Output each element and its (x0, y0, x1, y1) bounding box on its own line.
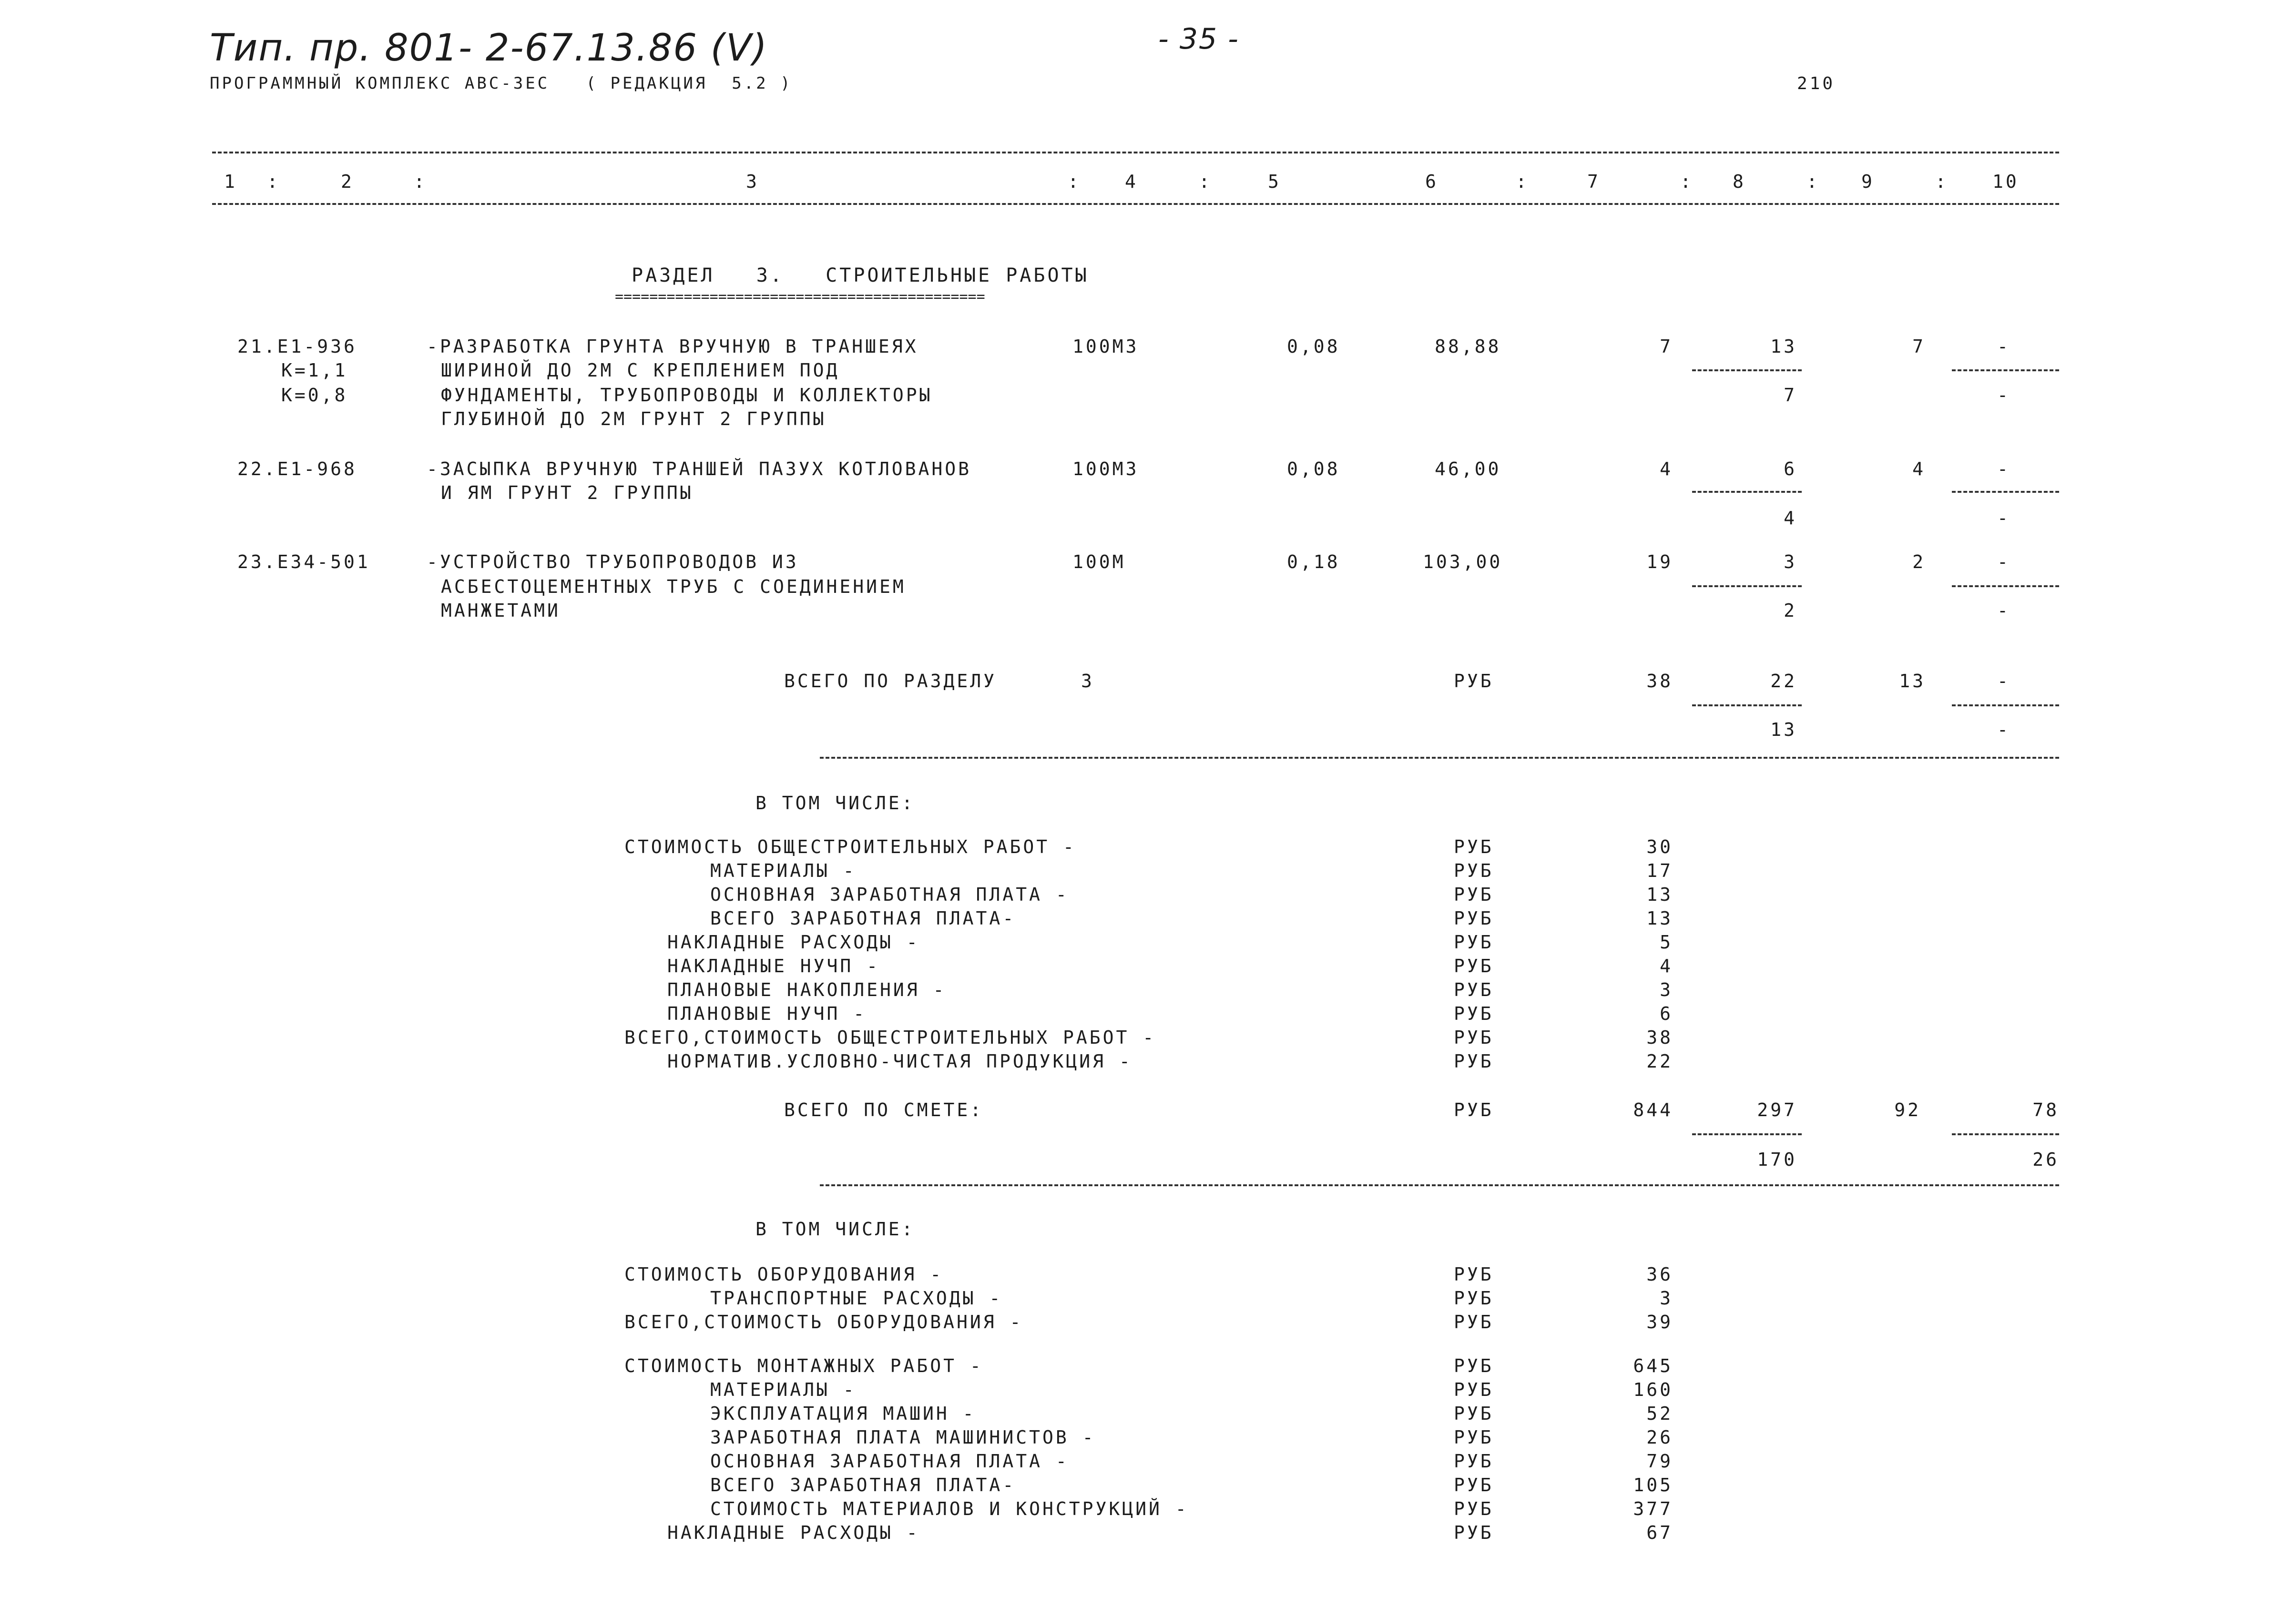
breakdown-label: ВСЕГО,СТОИМОСТЬ ОБОРУДОВАНИЯ - (624, 1312, 1023, 1333)
col-num-1: 1 (224, 171, 237, 192)
breakdown-value: 377 (1633, 1498, 1673, 1519)
item-description-line: МАНЖЕТАМИ (441, 600, 561, 621)
fraction-rule (1952, 1133, 2059, 1135)
col-separator: : (1806, 171, 1820, 192)
item-col7: 4 (1660, 458, 1673, 479)
section-title-underline: =========================================== (615, 288, 985, 305)
breakdown-value: 79 (1646, 1451, 1673, 1472)
estimate-total-label: ВСЕГО ПО СМЕТЕ: (784, 1099, 984, 1120)
fraction-rule (1692, 585, 1802, 587)
breakdown-heading: В ТОМ ЧИСЛЕ: (755, 793, 915, 814)
col-num-5: 5 (1268, 171, 1281, 192)
fraction-rule (1692, 704, 1802, 706)
item-quantity: 0,08 (1287, 336, 1340, 357)
breakdown-value: 13 (1646, 884, 1673, 905)
col-num-7: 7 (1587, 171, 1601, 192)
section-total-col7: 38 (1646, 671, 1673, 692)
col-num-2: 2 (341, 171, 354, 192)
estimate-total-rule (820, 1184, 2059, 1186)
breakdown-unit: РУБ (1454, 908, 1494, 929)
breakdown-unit: РУБ (1454, 1451, 1494, 1472)
breakdown-value: 13 (1646, 908, 1673, 929)
section-total-col9: 13 (1899, 671, 1926, 692)
item-description-line: ШИРИНОЙ ДО 2М С КРЕПЛЕНИЕМ ПОД (441, 360, 840, 381)
breakdown-value: 26 (1646, 1427, 1673, 1448)
item-description-line: АСБЕСТОЦЕМЕНТНЫХ ТРУБ С СОЕДИНЕНИЕМ (441, 576, 906, 597)
item-col9: 7 (1912, 336, 1926, 357)
fraction-rule (1692, 491, 1802, 493)
fraction-rule (1952, 369, 2059, 371)
breakdown-unit: РУБ (1454, 1264, 1494, 1285)
section-total-number: 3 (1081, 671, 1094, 692)
breakdown-value: 36 (1646, 1264, 1673, 1285)
program-line: ПРОГРАММНЫЙ КОМПЛЕКС АВС-3ЕС ( РЕДАКЦИЯ 5.2 ) (210, 74, 793, 93)
section-total-col10-top: - (1997, 671, 2010, 692)
breakdown-unit: РУБ (1454, 1498, 1494, 1519)
breakdown-label: СТОИМОСТЬ МОНТАЖНЫХ РАБОТ - (624, 1355, 983, 1376)
breakdown-unit: РУБ (1454, 1379, 1494, 1400)
section-title: РАЗДЕЛ 3. СТРОИТЕЛЬНЫЕ РАБОТЫ (632, 265, 1089, 286)
item-col8-top: 3 (1784, 551, 1797, 572)
breakdown-unit: РУБ (1454, 1312, 1494, 1333)
fraction-rule (1952, 491, 2059, 493)
item-col7: 7 (1660, 336, 1673, 357)
breakdown-value: 3 (1660, 979, 1673, 1000)
item-price: 46,00 (1435, 458, 1501, 479)
breakdown-label: СТОИМОСТЬ ОБЩЕСТРОИТЕЛЬНЫХ РАБОТ - (624, 836, 1076, 857)
section-total-col8-bottom: 13 (1770, 719, 1797, 740)
breakdown-value: 3 (1660, 1288, 1673, 1309)
breakdown-label: ОСНОВНАЯ ЗАРАБОТНАЯ ПЛАТА - (710, 1451, 1069, 1472)
breakdown-label: ЭКСПЛУАТАЦИЯ МАШИН - (710, 1403, 976, 1424)
col-num-10: 10 (1992, 171, 2019, 192)
breakdown-value: 5 (1660, 932, 1673, 953)
col-separator: : (414, 171, 427, 192)
estimate-total-col8-bottom: 170 (1757, 1149, 1797, 1170)
breakdown-label: НОРМАТИВ.УСЛОВНО-ЧИСТАЯ ПРОДУКЦИЯ - (667, 1051, 1133, 1072)
breakdown-unit: РУБ (1454, 1288, 1494, 1309)
item-description-line: -УСТРОЙСТВО ТРУБОПРОВОДОВ ИЗ (427, 551, 799, 572)
page-number: - 35 - (1158, 22, 1239, 56)
item-col8-bottom: 2 (1784, 600, 1797, 621)
breakdown-value: 38 (1646, 1027, 1673, 1048)
col-separator: : (1935, 171, 1949, 192)
breakdown-unit: РУБ (1454, 1051, 1494, 1072)
breakdown-value: 17 (1646, 860, 1673, 881)
breakdown-label: ВСЕГО,СТОИМОСТЬ ОБЩЕСТРОИТЕЛЬНЫХ РАБОТ - (624, 1027, 1156, 1048)
fraction-rule (1952, 585, 2059, 587)
item-coefficient: К=1,1 (281, 360, 348, 381)
item-col10-bottom: - (1997, 508, 2010, 529)
section-total-col8-top: 22 (1770, 671, 1797, 692)
col-separator: : (1068, 171, 1081, 192)
breakdown-unit: РУБ (1454, 932, 1494, 953)
item-description-line: -ЗАСЫПКА ВРУЧНУЮ ТРАНШЕЙ ПАЗУХ КОТЛОВАНОВ (427, 458, 971, 479)
breakdown-value: 22 (1646, 1051, 1673, 1072)
estimate-total-col8-top: 297 (1757, 1099, 1797, 1120)
item-price: 88,88 (1435, 336, 1501, 357)
item-col9: 4 (1912, 458, 1926, 479)
col-num-6: 6 (1425, 171, 1439, 192)
breakdown-unit: РУБ (1454, 1475, 1494, 1496)
estimate-total-col10-top: 78 (2032, 1099, 2059, 1120)
section-total-label: ВСЕГО ПО РАЗДЕЛУ (784, 671, 997, 692)
item-code: 21.Е1-936 (237, 336, 357, 357)
breakdown-label: СТОИМОСТЬ МАТЕРИАЛОВ И КОНСТРУКЦИЙ - (710, 1498, 1189, 1519)
item-col10-top: - (1997, 551, 2010, 572)
fraction-rule (1692, 369, 1802, 371)
breakdown-unit: РУБ (1454, 956, 1494, 977)
breakdown-label: НАКЛАДНЫЕ НУЧП - (667, 956, 880, 977)
breakdown-label: ЗАРАБОТНАЯ ПЛАТА МАШИНИСТОВ - (710, 1427, 1096, 1448)
col-num-9: 9 (1861, 171, 1875, 192)
item-quantity: 0,08 (1287, 458, 1340, 479)
col-separators: : (267, 171, 280, 192)
item-unit: 100М3 (1072, 458, 1139, 479)
item-col10-top: - (1997, 458, 2010, 479)
breakdown-value: 30 (1646, 836, 1673, 857)
item-description-line: ФУНДАМЕНТЫ, ТРУБОПРОВОДЫ И КОЛЛЕКТОРЫ (441, 385, 933, 406)
fraction-rule (1952, 704, 2059, 706)
estimate-total-col9: 92 (1894, 1099, 1921, 1120)
breakdown-label: ОСНОВНАЯ ЗАРАБОТНАЯ ПЛАТА - (710, 884, 1069, 905)
item-code: 23.Е34-501 (237, 551, 370, 572)
breakdown-unit: РУБ (1454, 1027, 1494, 1048)
item-price: 103,00 (1423, 551, 1503, 572)
breakdown-unit: РУБ (1454, 1522, 1494, 1543)
item-col10-bottom: - (1997, 385, 2010, 406)
breakdown-unit: РУБ (1454, 884, 1494, 905)
breakdown-unit: РУБ (1454, 1003, 1494, 1024)
item-col10-top: - (1997, 336, 2010, 357)
item-code: 22.Е1-968 (237, 458, 357, 479)
item-unit: 100М3 (1072, 336, 1139, 357)
breakdown-heading: В ТОМ ЧИСЛЕ: (755, 1219, 915, 1240)
section-total-col10-bottom: - (1997, 719, 2010, 740)
breakdown-value: 4 (1660, 956, 1673, 977)
breakdown-unit: РУБ (1454, 979, 1494, 1000)
col-separator: : (1516, 171, 1529, 192)
breakdown-label: СТОИМОСТЬ ОБОРУДОВАНИЯ - (624, 1264, 944, 1285)
breakdown-value: 39 (1646, 1312, 1673, 1333)
item-col8-top: 13 (1770, 336, 1797, 357)
breakdown-value: 160 (1633, 1379, 1673, 1400)
item-col9: 2 (1912, 551, 1926, 572)
breakdown-unit: РУБ (1454, 860, 1494, 881)
col-separator: : (1680, 171, 1694, 192)
breakdown-label: ПЛАНОВЫЕ НУЧП - (667, 1003, 867, 1024)
breakdown-label: ВСЕГО ЗАРАБОТНАЯ ПЛАТА- (710, 908, 1016, 929)
estimate-total-unit: РУБ (1454, 1099, 1494, 1120)
section-total-rule (820, 757, 2059, 759)
col-num-4: 4 (1125, 171, 1138, 192)
breakdown-label: НАКЛАДНЫЕ РАСХОДЫ - (667, 932, 920, 953)
handwritten-code: Тип. пр. 801- 2-67.13.86 (V) (210, 27, 768, 70)
breakdown-unit: РУБ (1454, 1355, 1494, 1376)
breakdown-unit: РУБ (1454, 1403, 1494, 1424)
sheet-number: 210 (1797, 74, 1836, 93)
breakdown-label: МАТЕРИАЛЫ - (710, 860, 857, 881)
column-header-top-rule (212, 152, 2059, 153)
item-unit: 100М (1072, 551, 1126, 572)
breakdown-value: 6 (1660, 1003, 1673, 1024)
breakdown-label: ПЛАНОВЫЕ НАКОПЛЕНИЯ - (667, 979, 947, 1000)
fraction-rule (1692, 1133, 1802, 1135)
breakdown-label: ТРАНСПОРТНЫЕ РАСХОДЫ - (710, 1288, 1003, 1309)
estimate-total-col7: 844 (1633, 1099, 1673, 1120)
item-quantity: 0,18 (1287, 551, 1340, 572)
item-coefficient: К=0,8 (281, 385, 348, 406)
breakdown-value: 105 (1633, 1475, 1673, 1496)
item-description-line: ГЛУБИНОЙ ДО 2М ГРУНТ 2 ГРУППЫ (441, 408, 827, 429)
breakdown-unit: РУБ (1454, 836, 1494, 857)
item-col7: 19 (1646, 551, 1673, 572)
item-col8-bottom: 4 (1784, 508, 1797, 529)
breakdown-label: НАКЛАДНЫЕ РАСХОДЫ - (667, 1522, 920, 1543)
breakdown-value: 645 (1633, 1355, 1673, 1376)
item-col8-top: 6 (1784, 458, 1797, 479)
col-separator: : (1199, 171, 1212, 192)
col-num-8: 8 (1733, 171, 1746, 192)
breakdown-label: ВСЕГО ЗАРАБОТНАЯ ПЛАТА- (710, 1475, 1016, 1496)
breakdown-value: 52 (1646, 1403, 1673, 1424)
item-col10-bottom: - (1997, 600, 2010, 621)
column-header-bottom-rule (212, 203, 2059, 205)
item-description-line: -РАЗРАБОТКА ГРУНТА ВРУЧНУЮ В ТРАНШЕЯХ (427, 336, 918, 357)
breakdown-unit: РУБ (1454, 1427, 1494, 1448)
breakdown-value: 67 (1646, 1522, 1673, 1543)
item-col8-bottom: 7 (1784, 385, 1797, 406)
breakdown-label: МАТЕРИАЛЫ - (710, 1379, 857, 1400)
estimate-total-col10-bottom: 26 (2032, 1149, 2059, 1170)
col-num-3: 3 (746, 171, 759, 192)
section-total-unit: РУБ (1454, 671, 1494, 692)
item-description-line: И ЯМ ГРУНТ 2 ГРУППЫ (441, 482, 694, 503)
